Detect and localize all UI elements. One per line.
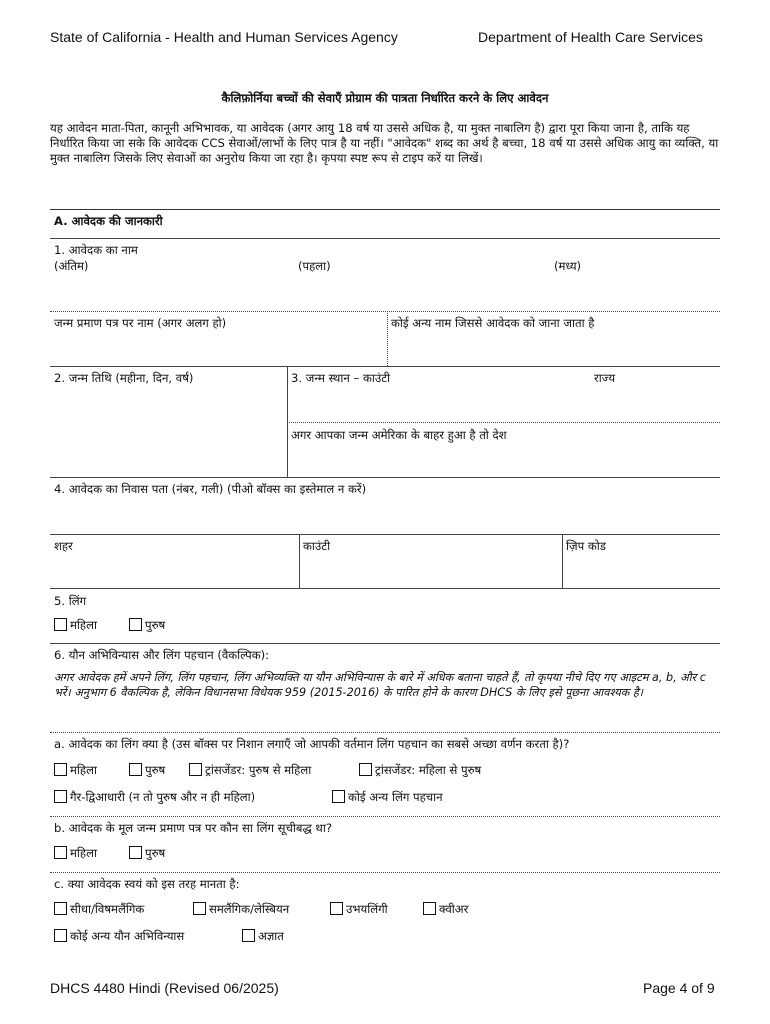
checkbox[interactable] [54,618,67,631]
q3-label: 3. जन्म स्थान – काउंटी [291,371,391,385]
q6b-option-female[interactable]: महिला [54,846,97,861]
q5-option-female[interactable]: महिला [54,618,97,633]
checkbox[interactable] [332,790,345,803]
city-label: शहर [54,539,73,553]
section-rule-bottom [50,238,720,239]
birth-place-county-field[interactable] [291,390,716,418]
other-name-field[interactable] [391,334,716,362]
checkbox[interactable] [54,846,67,859]
form-title: कैलिफ़ोर्निया बच्चों की सेवाएँ प्रोग्राम की पात्रता निर्धारित करने के लिए आवेदन [221,91,549,105]
divider [50,643,720,644]
applicant-name-field[interactable] [54,278,714,308]
zip-label: ज़िप कोड [566,539,606,553]
divider [50,872,720,873]
birth-country-field[interactable] [291,446,716,474]
q6a-option-nonbinary[interactable]: गैर-द्विआधारी (न तो पुरुष और न ही महिला) [54,790,255,805]
divider [50,816,720,817]
checkbox[interactable] [193,902,206,915]
page-number: Page 4 of 9 [643,980,715,996]
form-number: DHCS 4480 Hindi (Revised 06/2025) [50,980,279,996]
q1-label: 1. आवेदक का नाम [54,243,138,257]
q6c-label: c. क्या आवेदक स्वयं को इस तरह मानता है: [54,877,240,891]
checkbox[interactable] [54,763,67,776]
q6-label: 6. यौन अभिविन्यास और लिंग पहचान (वैकल्पिक): [54,648,270,662]
divider [562,534,563,588]
q6b-label: b. आवेदक के मूल जन्म प्रमाण पत्र पर कौन सा लिंग सूचीबद्ध था? [54,821,332,835]
q4-label: 4. आवेदक का निवास पता (नंबर, गली) (पीओ बॉक्स का इस्तेमाल न करें) [54,482,367,496]
q6c-option-unknown[interactable]: अज्ञात [242,929,284,944]
divider [387,311,388,366]
checkbox[interactable] [54,790,67,803]
q6a-option-male[interactable]: पुरुष [129,763,165,778]
divider [50,366,720,367]
other-name-label: कोई अन्य नाम जिससे आवेदक को जाना जाता है [391,316,595,330]
checkbox[interactable] [129,763,142,776]
q6a-option-trans-mtf[interactable]: ट्रांसजेंडर: पुरुष से महिला [189,763,311,778]
county-label: काउंटी [303,539,331,553]
checkbox[interactable] [242,929,255,942]
checkbox[interactable] [359,763,372,776]
q2-label: 2. जन्म तिथि (महीना, दिन, वर्ष) [54,371,194,385]
q6a-option-female[interactable]: महिला [54,763,97,778]
zip-field[interactable] [566,557,716,585]
divider [50,311,720,312]
q6c-option-gay[interactable]: समलैंगिक/लेस्बियन [193,902,289,917]
department-header: Department of Health Care Services [478,29,703,45]
divider [50,588,720,589]
checkbox[interactable] [189,763,202,776]
divider [50,477,720,478]
checkbox[interactable] [129,618,142,631]
q6a-option-other[interactable]: कोई अन्य लिंग पहचान [332,790,443,805]
q6c-option-bisexual[interactable]: उभयलिंगी [330,902,388,917]
section-a-heading: A. आवेदक की जानकारी [54,214,163,228]
divider [299,534,300,588]
q5-option-male[interactable]: पुरुष [129,618,165,633]
q1-first-label: (पहला) [298,259,331,273]
address-field[interactable] [54,500,714,530]
checkbox[interactable] [54,902,67,915]
checkbox[interactable] [54,929,67,942]
county-field[interactable] [303,557,557,585]
intro-paragraph: यह आवेदन माता-पिता, कानूनी अभिभावक, या आवेदक (अगर आयु 18 वर्ष या उससे अधिक है, या मुक्त नाबालिग है) द्वारा पूरा किया जाना है, ताकि यह निर्धारित किया जा सके कि आवेदक CCS सेवाओं/लाभों के लिए पात्र है या नहीं। "आवेदक" शब्द का अर्थ है बच्चा, 18 वर्ष या उससे अधिक आयु का व्यक्ति, या मुक्त नाबालिग जिसके लिए सेवाओं का अनुरोध किया जा रहा है। कृपया स्पष्ट रूप से टाइप करें या लिखें। [50,121,719,165]
birth-cert-name-label: जन्म प्रमाण पत्र पर नाम (अगर अलग हो) [54,316,227,330]
city-field[interactable] [54,557,294,585]
birth-cert-name-field[interactable] [54,334,382,362]
checkbox[interactable] [423,902,436,915]
checkbox[interactable] [129,846,142,859]
q6a-label: a. आवेदक का लिंग क्या है (उस बॉक्स पर निशान लगाएँ जो आपकी वर्तमान लिंग पहचान का सबसे अच्छा वर्णन करता है)? [54,737,570,751]
birth-date-field[interactable] [54,390,282,472]
agency-header: State of California - Health and Human Services Agency [50,29,398,45]
q5-label: 5. लिंग [54,594,87,608]
q1-last-label: (अंतिम) [54,259,89,273]
q3-country-label: अगर आपका जन्म अमेरिका के बाहर हुआ है तो देश [291,428,507,442]
divider [50,732,720,733]
q6b-option-male[interactable]: पुरुष [129,846,165,861]
q6c-option-queer[interactable]: क्वीअर [423,902,468,917]
q6a-option-trans-ftm[interactable]: ट्रांसजेंडर: महिला से पुरुष [359,763,481,778]
q1-middle-label: (मध्य) [554,259,582,273]
q3-state-label: राज्य [594,371,616,385]
q6-note: अगर आवेदक हमें अपने लिंग, लिंग पहचान, लिंग अभिव्यक्ति या यौन अभिविन्यास के बारे में अधिक बताना चाहते हैं, तो कृपया नीचे दिए गए आइटम a, b, और c भरें। अनुभाग 6 वैकल्पिक है, लेकिन विधानसभा विधेयक 959 (2015-2016) के पारित होने के कारण DHCS के लिए इसे पूछना आवश्यक है। [54,671,706,699]
divider [50,534,720,535]
section-rule-top [50,209,720,210]
q6c-option-straight[interactable]: सीधा/विषमलैंगिक [54,902,144,917]
divider [287,422,720,423]
q6c-option-other[interactable]: कोई अन्य यौन अभिविन्यास [54,929,184,944]
checkbox[interactable] [330,902,343,915]
